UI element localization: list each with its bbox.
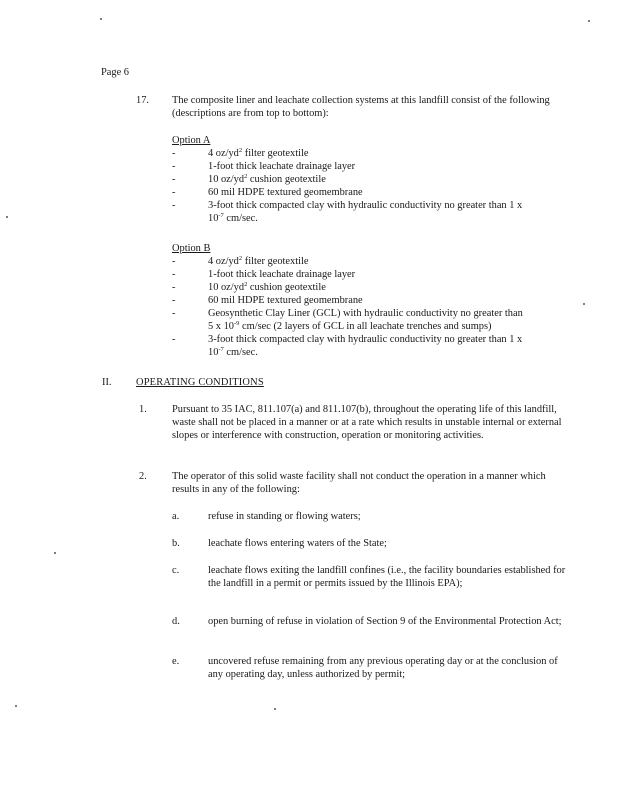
option-a-bullet-2: - 1-foot thick leachate drainage layer — [172, 161, 356, 172]
option-b-bullet-5: - Geosynthetic Clay Liner (GCL) with hydraulic conductivity no greater than 5 x $10^{-9}$ cm/sec (2 layers of GCL in all leachate trenches and sumps) — [172, 308, 523, 332]
option-a-bullet-3: - 10 $oz/yd^2$ cushion geotextile — [172, 173, 326, 185]
scan-speck — [54, 552, 56, 554]
sub-item-text: refuse in standing or flowing waters; — [208, 511, 361, 522]
para-2-number: 2. — [139, 471, 147, 482]
option-b-bullet-2: - 1-foot thick leachate drainage layer — [172, 269, 356, 280]
option-b-bullet-6: - 3-foot thick compacted clay with hydraulic conductivity no greater than 1 x $10^{-7}$ cm/sec. — [172, 334, 523, 358]
item-17-text: The composite liner and leachate collection systems at this landfill consist of the following (descriptions are from top to bottom): — [172, 95, 550, 119]
option-b-list — [172, 242, 572, 359]
sub-item-letter: e. — [172, 656, 180, 667]
sub-item-letter: b. — [172, 538, 180, 549]
sub-item-letter: a. — [172, 511, 180, 522]
sub-item-letter: d. — [172, 616, 180, 627]
scan-speck — [583, 303, 585, 305]
page-number: Page 6 — [101, 67, 129, 78]
option-b-bullet-4: - 60 mil HDPE textured geomembrane — [172, 295, 363, 306]
option-a-bullet-1: - 4 $oz/yd^2$ filter geotextile — [172, 147, 309, 159]
option-a-bullet-4: - 60 mil HDPE textured geomembrane — [172, 187, 363, 198]
option-a-bullet-5: - 3-foot thick compacted clay with hydraulic conductivity no greater than 1 x $10^{-7}$ cm/sec. — [172, 200, 523, 224]
option-a-title: Option A — [172, 135, 211, 146]
para-1-number: 1. — [139, 404, 147, 415]
section-2-number: II. — [102, 377, 112, 388]
scan-speck — [274, 708, 276, 710]
scan-speck — [6, 216, 8, 218]
option-b-bullet-1: - 4 $oz/yd^2$ filter geotextile — [172, 255, 309, 267]
option-b-title: Option B — [172, 243, 211, 254]
sub-item-text: uncovered refuse remaining from any previous operating day or at the conclusion of any operating day, unless authorized by permit; — [208, 656, 558, 680]
scan-speck — [100, 18, 102, 20]
sub-item-text: leachate flows exiting the landfill confines (i.e., the facility boundaries established for the landfill in a permit or permits issued by the Illinois EPA); — [208, 565, 566, 589]
sub-item-letter: c. — [172, 565, 180, 576]
item-17-number: 17. — [136, 95, 149, 106]
sub-item-text: leachate flows entering waters of the State; — [208, 538, 387, 549]
option-b-bullet-3: - 10 $oz/yd^2$ cushion geotextile — [172, 281, 326, 293]
sub-item-text: open burning of refuse in violation of Section 9 of the Environmental Protection Act; — [208, 616, 562, 627]
scan-speck — [15, 705, 17, 707]
scan-speck — [588, 20, 590, 22]
para-1-text: Pursuant to 35 IAC, 811.107(a) and 811.107(b), throughout the operating life of this landfill, waste shall not be placed in a manner or at a rate which results in unstable internal or external slopes or interference with construction, operation or monitoring activities. — [172, 404, 562, 441]
option-a-list — [172, 134, 572, 225]
para-2-text: The operator of this solid waste facility shall not conduct the operation in a manner which results in any of the following: — [172, 471, 546, 495]
section-2-title: OPERATING CONDITIONS — [136, 377, 264, 388]
